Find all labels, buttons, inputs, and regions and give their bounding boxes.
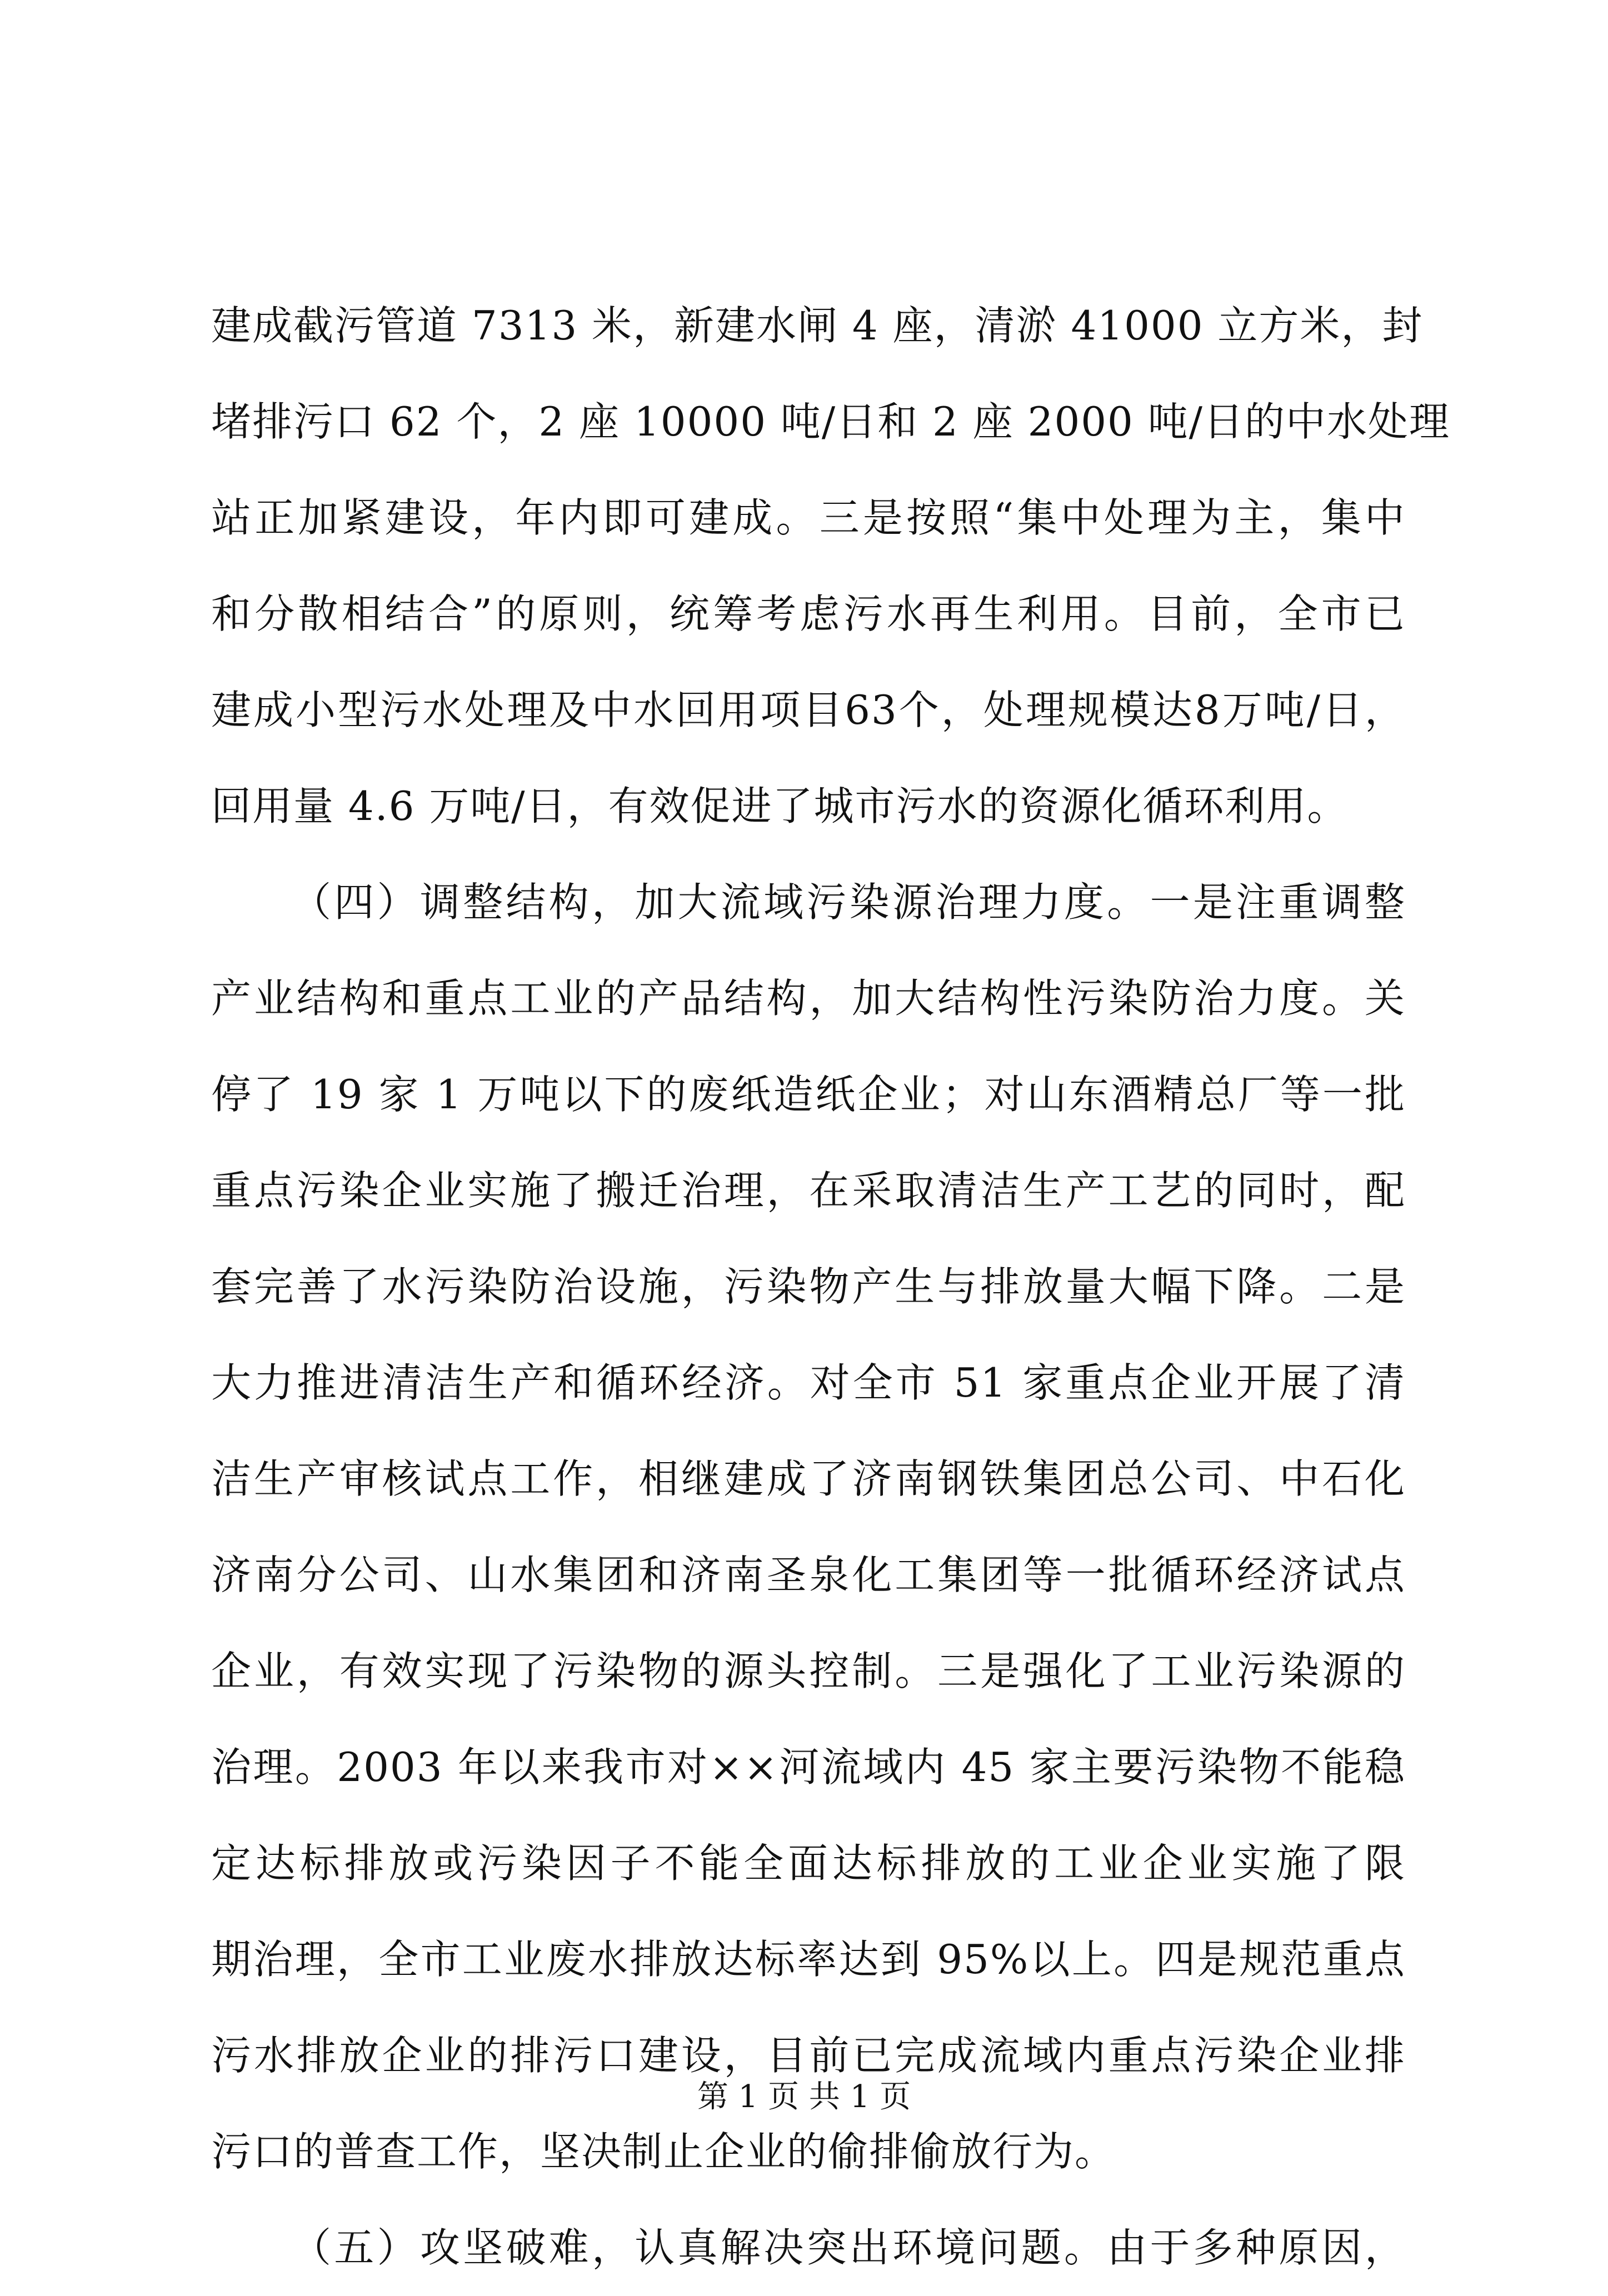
text-line: 堵排污口 62 个，2 座 10000 吨/日和 2 座 2000 吨/日的中水处理 xyxy=(211,398,1451,445)
body-text xyxy=(211,278,1451,2296)
text-line: 和分散相结合”的原则，统筹考虑污水再生利用。目前，全市已 xyxy=(211,591,1406,637)
text-line: 济南分公司、山水集团和济南圣泉化工集团等一批循环经济试点 xyxy=(211,1552,1406,1598)
text-line: 定达标排放或污染因子不能全面达标排放的工业企业实施了限 xyxy=(211,1840,1406,1887)
text-line: 洁生产审核试点工作，相继建成了济南钢铁集团总公司、中石化 xyxy=(211,1455,1406,1502)
text-line: 大力推进清洁生产和循环经济。对全市 51 家重点企业开展了清 xyxy=(211,1359,1406,1406)
text-line: 企业，有效实现了污染物的源头控制。三是强化了工业污染源的 xyxy=(211,1648,1406,1694)
text-line: 重点污染企业实施了搬迁治理，在采取清洁生产工艺的同时，配 xyxy=(211,1167,1406,1214)
text-line: 站正加紧建设，年内即可建成。三是按照“集中处理为主，集中 xyxy=(211,494,1406,541)
text-line: 套完善了水污染防治设施，污染物产生与排放量大幅下降。二是 xyxy=(211,1263,1406,1310)
text-line: 建成小型污水处理及中水回用项目63个，处理规模达8万吨/日， xyxy=(211,687,1406,733)
text-line: 期治理，全市工业废水排放达标率达到 95%以上。四是规范重点 xyxy=(211,1936,1406,1983)
text-line: 回用量 4.6 万吨/日，有效促进了城市污水的资源化循环利用。 xyxy=(211,783,1349,829)
text-line: 污水排放企业的排污口建设，目前已完成流域内重点污染企业排 xyxy=(211,2032,1406,2079)
text-line: 污口的普查工作，坚决制止企业的偷排偷放行为。 xyxy=(211,2128,1116,2175)
text-line: 停了 19 家 1 万吨以下的废纸造纸企业；对山东酒精总厂等一批 xyxy=(211,1071,1406,1118)
text-line: 治理。2003 年以来我市对××河流域内 45 家主要污染物不能稳 xyxy=(211,1744,1406,1790)
paragraph-first-line: （四）调整结构，加大流域污染源治理力度。一是注重调整 xyxy=(291,879,1406,926)
text-line: 产业结构和重点工业的产品结构，加大结构性污染防治力度。关 xyxy=(211,975,1406,1022)
paragraph-first-line: （五）攻坚破难，认真解决突出环境问题。由于多种原因， xyxy=(291,2224,1406,2271)
text-line: 建成截污管道 7313 米，新建水闸 4 座，清淤 41000 立方米，封 xyxy=(211,302,1424,349)
page-footer: 第 1 页 共 1 页 xyxy=(697,2079,911,2115)
